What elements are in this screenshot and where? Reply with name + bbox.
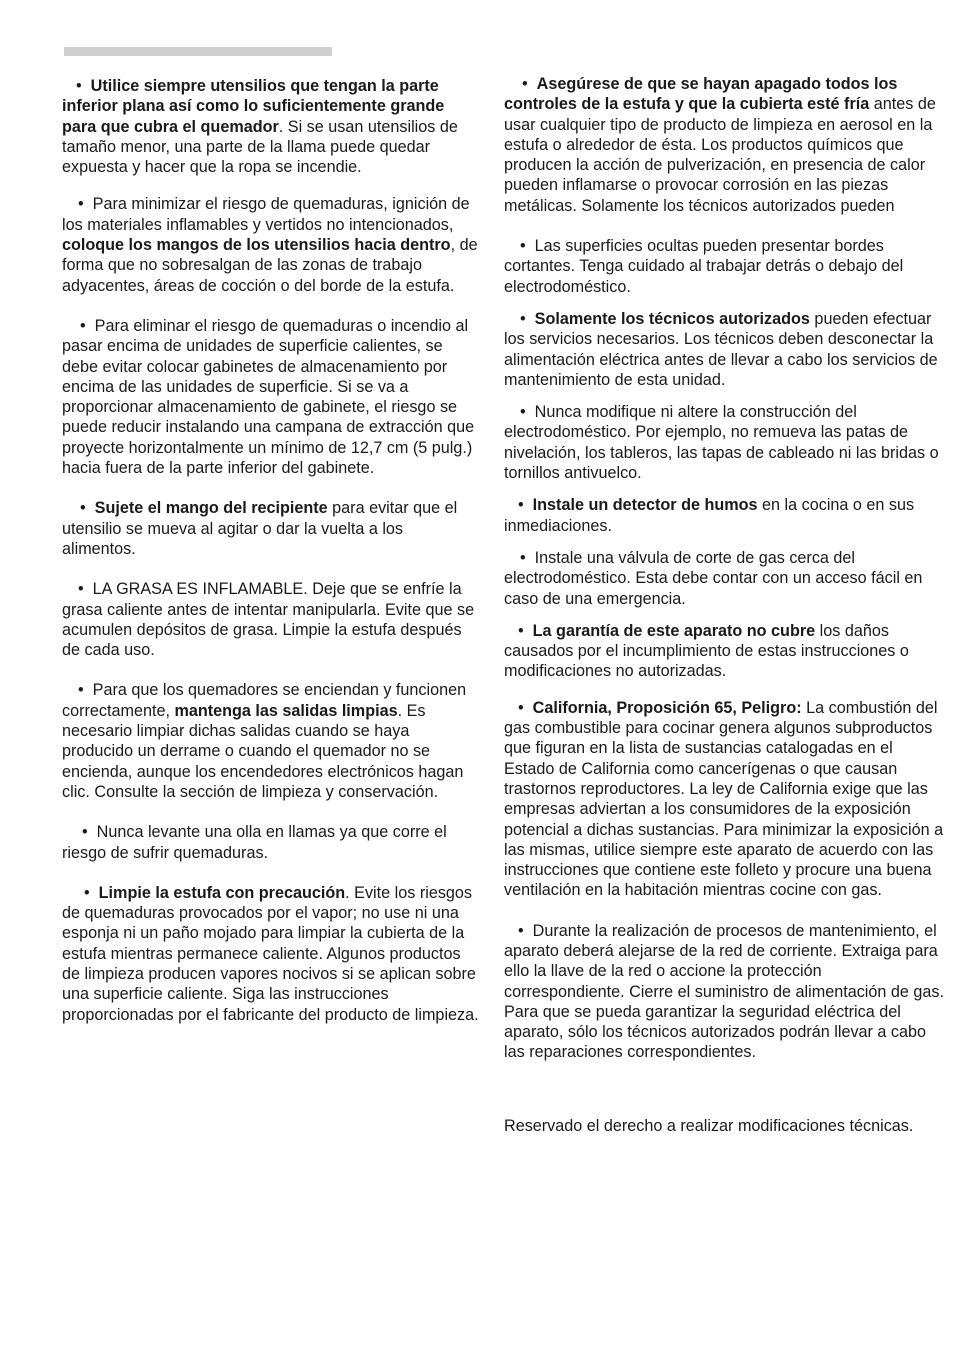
safety-item: • Limpie la estufa con precaución. Evite los riesgos de quemaduras provocados por el vapor; no use ni una esponja ni un paño mojado para limpiar la cubierta de la estufa mientras permanece caliente. Algunos productos de limpieza producen vapores nocivos si se aplican sobre una superficie caliente. Siga las instrucciones proporcionadas por el fabricante del producto de limpieza. (62, 883, 480, 1025)
header-rule (64, 47, 332, 56)
safety-item: • Asegúrese de que se hayan apagado todos los controles de la estufa y que la cubierta esté fría antes de usar cualquier tipo de producto de limpieza en aerosol en la estufa o alrededor de ésta. Los productos químicos que producen la acción de pulverización, en presencia de calor pueden inflamarse o provocar corrosión en las piezas metálicas. Solamente los técnicos autorizados pueden (504, 74, 944, 216)
safety-item: • Para eliminar el riesgo de quemaduras o incendio al pasar encima de unidades de superficie calientes, se debe evitar colocar gabinetes de almacenamiento por encima de las unidades de superficie. Si se va a proporcionar almacenamiento de gabinete, el riesgo se puede reducir instalando una campana de extracción que proyecte horizontalmente un mínimo de 12,7 cm (5 pulg.) hacia fuera de la parte inferior del gabinete. (62, 316, 480, 478)
safety-item: • Durante la realización de procesos de mantenimiento, el aparato deberá alejarse de la red de corriente. Extraiga para ello la llave de la red o accione la protección correspondiente. Cierre el suministro de alimentación de gas. (504, 921, 944, 1002)
footer-note: Reservado el derecho a realizar modificaciones técnicas. (504, 1116, 914, 1135)
safety-item: • Solamente los técnicos autorizados pueden efectuar los servicios necesarios. Los técnicos deben desconectar la alimentación eléctrica antes de llevar a cabo los servicios de mantenimiento de esta unidad. (504, 309, 944, 390)
safety-item: • Nunca modifique ni altere la construcción del electrodoméstico. Por ejemplo, no remueva las patas de nivelación, los tableros, las tapas de cableado ni las bridas o tornillos antivuelco. (504, 402, 944, 483)
safety-item: • Instale una válvula de corte de gas cerca del electrodoméstico. Esta debe contar con un acceso fácil en caso de una emergencia. (504, 548, 944, 609)
safety-item: • LA GRASA ES INFLAMABLE. Deje que se enfríe la grasa caliente antes de intentar manipularla. Evite que se acumulen depósitos de grasa. Limpie la estufa después de cada uso. (62, 579, 480, 660)
safety-item: • Nunca levante una olla en llamas ya que corre el riesgo de sufrir quemaduras. (62, 822, 480, 863)
safety-item: • Instale un detector de humos en la cocina o en sus inmediaciones. (504, 495, 944, 536)
left-column (62, 74, 480, 1025)
right-column (504, 72, 944, 1136)
safety-item: • La garantía de este aparato no cubre los daños causados por el incumplimiento de estas instrucciones o modificaciones no autorizadas. (504, 621, 944, 682)
safety-item: • Para que los quemadores se enciendan y funcionen correctamente, mantenga las salidas limpias. Es necesario limpiar dichas salidas cuando se haya producido un derrame o cuando el quemador no se encienda, aunque los encendedores electrónicos hagan clic. Consulte la sección de limpieza y conservación. (62, 680, 480, 802)
safety-item: • California, Proposición 65, Peligro: La combustión del gas combustible para cocinar genera algunos subproductos que figuran en la lista de sustancias catalogadas en el Estado de California como cancerígenas o que causan trastornos reproductores. La ley de California exige que las empresas adviertan a los consumidores de la exposición potencial a dichas sustancias. Para minimizar la exposición a las mismas, utilice siempre este aparato de acuerdo con las instrucciones que contiene este folleto y procure una buena ventilación en la habitación mientras cocine con gas. (504, 698, 944, 901)
safety-item: • Las superficies ocultas pueden presentar bordes cortantes. Tenga cuidado al trabajar detrás o debajo del electrodoméstico. (504, 236, 944, 297)
safety-item: • Sujete el mango del recipiente para evitar que el utensilio se mueva al agitar o dar la vuelta a los alimentos. (62, 498, 480, 559)
safety-item: • Utilice siempre utensilios que tengan la parte inferior plana así como lo suficientemente grande para que cubra el quemador. Si se usan utensilios de tamaño menor, una parte de la llama puede quedar expuesta y hacer que la ropa se incendie. (62, 76, 480, 177)
electrical-safety-note: Para que se pueda garantizar la seguridad eléctrica del aparato, sólo los técnicos autorizados podrán llevar a cabo las reparaciones correspondientes. (504, 1002, 927, 1062)
safety-item: • Para minimizar el riesgo de quemaduras, ignición de los materiales inflamables y vertidos no intencionados, coloque los mangos de los utensilios hacia dentro, de forma que no sobresalgan de las zonas de trabajo adyacentes, áreas de cocción o del borde de la estufa. (62, 194, 480, 295)
